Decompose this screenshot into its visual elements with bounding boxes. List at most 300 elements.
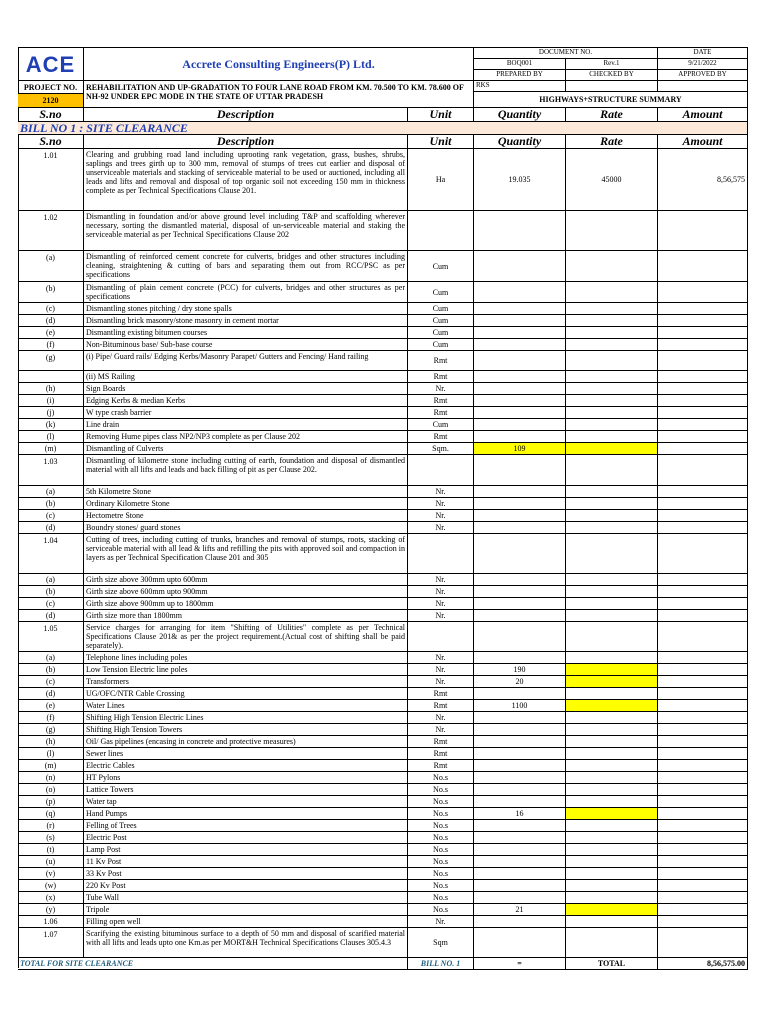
header-unit: Unit	[408, 108, 474, 122]
header-repeat-quantity: Quantity	[474, 135, 566, 149]
row-unit: No.s	[408, 844, 474, 856]
row-rate	[566, 586, 658, 598]
row-rate: 45000	[566, 149, 658, 211]
row-amount	[658, 856, 748, 868]
row-sno: (a)	[18, 574, 84, 586]
header-repeat-sno: S.no	[18, 135, 84, 149]
row-unit: Rmt	[408, 431, 474, 443]
row-rate	[566, 904, 658, 916]
row-rate	[566, 610, 658, 622]
row-unit: No.s	[408, 832, 474, 844]
row-description: Boundry stones/ guard stones	[84, 522, 408, 534]
row-unit: Cum	[408, 282, 474, 303]
row-description: Filling open well	[84, 916, 408, 928]
row-quantity	[474, 868, 566, 880]
row-sno: (c)	[18, 598, 84, 610]
row-description: Hectometre Stone	[84, 510, 408, 522]
row-description: Edging Kerbs & median Kerbs	[84, 395, 408, 407]
row-sno: (c)	[18, 510, 84, 522]
row-rate	[566, 724, 658, 736]
row-unit: Cum	[408, 251, 474, 282]
row-amount	[658, 724, 748, 736]
row-quantity	[474, 339, 566, 351]
row-rate	[566, 892, 658, 904]
row-quantity	[474, 395, 566, 407]
row-unit: No.s	[408, 796, 474, 808]
row-rate	[566, 395, 658, 407]
row-description: Water tap	[84, 796, 408, 808]
project-no-label: PROJECT NO.	[18, 81, 84, 94]
row-rate	[566, 498, 658, 510]
row-amount	[658, 664, 748, 676]
row-unit: Cum	[408, 419, 474, 431]
row-amount	[658, 820, 748, 832]
row-rate	[566, 760, 658, 772]
row-quantity	[474, 498, 566, 510]
row-sno: (d)	[18, 315, 84, 327]
row-quantity	[474, 303, 566, 315]
checked-by-value	[566, 81, 658, 92]
row-sno: (b)	[18, 498, 84, 510]
row-amount	[658, 700, 748, 712]
row-unit	[408, 534, 474, 574]
row-amount	[658, 688, 748, 700]
row-quantity	[474, 431, 566, 443]
row-description: Cutting of trees, including cutting of trunks, branches and removal of stumps, roots, stacking of serviceable material with all lead & lifts and refilling the pits with approved soil and compaction in layers as per Technical Specification Clause 201 and 305	[84, 534, 408, 574]
row-sno: 1.01	[18, 149, 84, 211]
row-sno: (d)	[18, 688, 84, 700]
row-unit: Sqm	[408, 928, 474, 958]
row-amount	[658, 844, 748, 856]
row-unit: Nr.	[408, 510, 474, 522]
row-sno	[18, 371, 84, 383]
row-description: Dismantling of plain cement concrete (PCC) for culverts, bridges and other structures as per specifications	[84, 282, 408, 303]
row-unit: No.s	[408, 784, 474, 796]
row-sno: (k)	[18, 419, 84, 431]
row-rate	[566, 339, 658, 351]
row-amount	[658, 610, 748, 622]
row-rate	[566, 880, 658, 892]
row-rate	[566, 443, 658, 455]
row-description: Transformers	[84, 676, 408, 688]
row-description: Dismantling in foundation and/or above ground level including T&P and scaffolding wherever necessary, sorting the dismantled material, disposal of un-serviceable material and staking the serviceable material as per Technical Specifications Clause 202	[84, 211, 408, 251]
row-sno: 1.02	[18, 211, 84, 251]
row-quantity	[474, 892, 566, 904]
row-description: Oil/ Gas pipelines (encasing in concrete and protective measures)	[84, 736, 408, 748]
row-amount	[658, 498, 748, 510]
total-text: TOTAL	[566, 958, 658, 970]
row-amount	[658, 748, 748, 760]
row-description: Dismantling of Culverts	[84, 443, 408, 455]
row-amount	[658, 395, 748, 407]
row-rate	[566, 676, 658, 688]
row-description: (ii) MS Railing	[84, 371, 408, 383]
row-rate	[566, 796, 658, 808]
row-description: Dismantling existing bitumen courses	[84, 327, 408, 339]
row-quantity	[474, 598, 566, 610]
row-unit: Rmt	[408, 736, 474, 748]
row-quantity	[474, 748, 566, 760]
row-quantity	[474, 522, 566, 534]
revision: Rev.1	[566, 59, 658, 70]
row-unit: Nr.	[408, 724, 474, 736]
row-quantity	[474, 844, 566, 856]
row-sno: (b)	[18, 664, 84, 676]
summary-title: HIGHWAYS+STRUCTURE SUMMARY	[474, 92, 748, 108]
row-description: HT Pylons	[84, 772, 408, 784]
row-sno: (e)	[18, 700, 84, 712]
row-quantity: 21	[474, 904, 566, 916]
row-sno: (a)	[18, 486, 84, 498]
row-unit: Nr.	[408, 712, 474, 724]
row-unit: Rmt	[408, 351, 474, 371]
row-description: Clearing and grubbing road land including uprooting rank vegetation, grass, bushes, shrubs, saplings and trees girth up to 300 mm, removal of stumps of trees cut earlier and disposal of unserviceable materials and stacking of serviceable material to be used or auctioned, including all leads and lifts and removal and disposal of top organic soil not exceeding 150 mm in thickness complete as per Technical Specifications Clause 201.	[84, 149, 408, 211]
row-sno: (v)	[18, 868, 84, 880]
row-rate	[566, 868, 658, 880]
total-label: TOTAL FOR SITE CLEARANCE	[18, 958, 408, 970]
row-rate	[566, 712, 658, 724]
row-unit: Rmt	[408, 700, 474, 712]
row-rate	[566, 574, 658, 586]
row-sno: (f)	[18, 339, 84, 351]
header-rate: Rate	[566, 108, 658, 122]
row-unit: Nr.	[408, 522, 474, 534]
row-rate	[566, 419, 658, 431]
row-rate	[566, 832, 658, 844]
row-description: Dismantling of kilometre stone including cutting of earth, foundation and disposal of dismantled material with all lifts and leads and back filling of pit as per Clause 202.	[84, 455, 408, 486]
row-quantity	[474, 736, 566, 748]
row-rate	[566, 808, 658, 820]
row-quantity	[474, 419, 566, 431]
row-rate	[566, 688, 658, 700]
row-rate	[566, 486, 658, 498]
row-amount	[658, 419, 748, 431]
company-name: Accrete Consulting Engineers(P) Ltd.	[84, 48, 474, 81]
row-unit: Rmt	[408, 688, 474, 700]
date-value: 9/21/2022	[658, 59, 748, 70]
row-quantity	[474, 916, 566, 928]
project-title: REHABILITATION AND UP-GRADATION TO FOUR LANE ROAD FROM KM. 70.500 TO KM. 78.600 OF NH-92 UNDER EPC MODE IN THE STATE OF UTTAR PRADESH	[84, 81, 474, 108]
row-sno: (i)	[18, 395, 84, 407]
row-quantity: 109	[474, 443, 566, 455]
row-description: Low Tension Electric line poles	[84, 664, 408, 676]
row-unit: No.s	[408, 880, 474, 892]
row-sno: (h)	[18, 383, 84, 395]
row-rate	[566, 784, 658, 796]
row-quantity: 1100	[474, 700, 566, 712]
row-sno: (y)	[18, 904, 84, 916]
row-amount	[658, 892, 748, 904]
row-amount	[658, 455, 748, 486]
row-unit: Cum	[408, 339, 474, 351]
ace-logo: ACE	[25, 51, 76, 77]
row-rate	[566, 351, 658, 371]
row-amount	[658, 832, 748, 844]
row-unit: Ha	[408, 149, 474, 211]
row-amount	[658, 916, 748, 928]
row-unit: No.s	[408, 820, 474, 832]
row-unit: Cum	[408, 315, 474, 327]
row-description: Shifting High Tension Towers	[84, 724, 408, 736]
row-sno: (r)	[18, 820, 84, 832]
row-rate	[566, 856, 658, 868]
total-bill: BILL NO. 1	[408, 958, 474, 970]
row-description: Felling of Trees	[84, 820, 408, 832]
row-quantity	[474, 586, 566, 598]
date-label: DATE	[658, 48, 748, 59]
row-quantity	[474, 622, 566, 652]
row-description: Ordinary Kilometre Stone	[84, 498, 408, 510]
row-unit: Nr.	[408, 383, 474, 395]
row-amount	[658, 407, 748, 419]
row-unit	[408, 455, 474, 486]
row-description: Girth size above 900mm up to 1800mm	[84, 598, 408, 610]
row-amount	[658, 598, 748, 610]
row-description: Line drain	[84, 419, 408, 431]
row-sno: (d)	[18, 610, 84, 622]
row-amount	[658, 574, 748, 586]
row-amount	[658, 303, 748, 315]
row-quantity	[474, 688, 566, 700]
row-unit: Rmt	[408, 407, 474, 419]
row-sno: (s)	[18, 832, 84, 844]
row-quantity	[474, 880, 566, 892]
row-description: Electric Cables	[84, 760, 408, 772]
row-description: 5th Kilometre Stone	[84, 486, 408, 498]
row-sno: (d)	[18, 522, 84, 534]
row-rate	[566, 211, 658, 251]
row-description: 11 Kv Post	[84, 856, 408, 868]
row-rate	[566, 251, 658, 282]
row-rate	[566, 431, 658, 443]
checked-by-label: CHECKED BY	[566, 70, 658, 81]
row-description: Girth size more than 1800mm	[84, 610, 408, 622]
row-unit: Nr.	[408, 610, 474, 622]
row-quantity	[474, 712, 566, 724]
row-rate	[566, 327, 658, 339]
header-sno: S.no	[18, 108, 84, 122]
row-quantity: 190	[474, 664, 566, 676]
row-sno: (p)	[18, 796, 84, 808]
row-quantity	[474, 327, 566, 339]
row-amount	[658, 315, 748, 327]
row-description: Sewer lines	[84, 748, 408, 760]
row-description: Lattice Towers	[84, 784, 408, 796]
row-sno: 1.05	[18, 622, 84, 652]
row-sno: (t)	[18, 844, 84, 856]
row-quantity	[474, 455, 566, 486]
row-amount	[658, 251, 748, 282]
row-amount	[658, 652, 748, 664]
row-amount	[658, 211, 748, 251]
row-sno: 1.03	[18, 455, 84, 486]
row-quantity	[474, 856, 566, 868]
row-rate	[566, 455, 658, 486]
row-amount	[658, 904, 748, 916]
row-amount	[658, 772, 748, 784]
row-sno: (a)	[18, 251, 84, 282]
row-sno: (g)	[18, 351, 84, 371]
row-rate	[566, 700, 658, 712]
row-quantity: 19.035	[474, 149, 566, 211]
row-sno: 1.04	[18, 534, 84, 574]
header-quantity: Quantity	[474, 108, 566, 122]
row-amount	[658, 534, 748, 574]
header-repeat-description: Description	[84, 135, 408, 149]
row-amount	[658, 808, 748, 820]
row-description: Girth size above 300mm upto 600mm	[84, 574, 408, 586]
row-rate	[566, 748, 658, 760]
header-repeat-unit: Unit	[408, 135, 474, 149]
row-rate	[566, 772, 658, 784]
row-amount	[658, 510, 748, 522]
row-sno: (c)	[18, 676, 84, 688]
row-description: Water Lines	[84, 700, 408, 712]
row-quantity	[474, 574, 566, 586]
row-rate	[566, 282, 658, 303]
row-quantity	[474, 832, 566, 844]
row-quantity	[474, 211, 566, 251]
row-sno: 1.07	[18, 928, 84, 958]
header-amount: Amount	[658, 108, 748, 122]
row-sno: (n)	[18, 772, 84, 784]
row-amount	[658, 522, 748, 534]
row-rate	[566, 407, 658, 419]
row-quantity	[474, 652, 566, 664]
bill-title: BILL NO 1 : SITE CLEARANCE	[18, 122, 748, 135]
row-description: Electric Post	[84, 832, 408, 844]
row-amount	[658, 760, 748, 772]
row-amount	[658, 796, 748, 808]
row-amount	[658, 371, 748, 383]
row-sno: (x)	[18, 892, 84, 904]
row-description: 33 Kv Post	[84, 868, 408, 880]
row-description: Hand Pumps	[84, 808, 408, 820]
total-equals: =	[474, 958, 566, 970]
row-rate	[566, 534, 658, 574]
row-rate	[566, 510, 658, 522]
row-description: Telephone lines including poles	[84, 652, 408, 664]
row-quantity: 20	[474, 676, 566, 688]
row-unit: Nr.	[408, 652, 474, 664]
company-logo	[18, 48, 84, 81]
row-quantity	[474, 407, 566, 419]
row-sno: (q)	[18, 808, 84, 820]
row-unit: Rmt	[408, 748, 474, 760]
row-sno: (u)	[18, 856, 84, 868]
row-unit: Nr.	[408, 498, 474, 510]
row-amount	[658, 327, 748, 339]
row-sno: (w)	[18, 880, 84, 892]
row-amount	[658, 712, 748, 724]
row-unit: No.s	[408, 868, 474, 880]
prepared-by-label: PREPARED BY	[474, 70, 566, 81]
row-sno: (h)	[18, 736, 84, 748]
row-quantity	[474, 282, 566, 303]
row-amount	[658, 784, 748, 796]
approved-by-label: APPROVED BY	[658, 70, 748, 81]
header-repeat-rate: Rate	[566, 135, 658, 149]
row-unit: Cum	[408, 327, 474, 339]
row-sno: 1.06	[18, 916, 84, 928]
row-unit: Rmt	[408, 371, 474, 383]
document-no-label: DOCUMENT NO.	[474, 48, 658, 59]
row-amount	[658, 282, 748, 303]
row-sno: (a)	[18, 652, 84, 664]
row-description: Lamp Post	[84, 844, 408, 856]
document-no: BOQ001	[474, 59, 566, 70]
row-unit: Nr.	[408, 486, 474, 498]
row-quantity: 16	[474, 808, 566, 820]
row-sno: (l)	[18, 431, 84, 443]
row-quantity	[474, 383, 566, 395]
row-description: Sign Boards	[84, 383, 408, 395]
row-sno: (f)	[18, 712, 84, 724]
row-unit: Nr.	[408, 664, 474, 676]
row-unit: No.s	[408, 772, 474, 784]
row-rate	[566, 844, 658, 856]
header-description: Description	[84, 108, 408, 122]
row-description: Removing Hume pipes class NP2/NP3 complete as per Clause 202	[84, 431, 408, 443]
row-quantity	[474, 796, 566, 808]
row-description: Dismantling stones pitching / dry stone spalls	[84, 303, 408, 315]
row-description: Service charges for arranging for item "Shifting of Utilities" complete as per Technical Specifications Clause 201& as per the project requirement.(Actual cost of shifting shall be paid separately).	[84, 622, 408, 652]
row-sno: (j)	[18, 407, 84, 419]
row-quantity	[474, 351, 566, 371]
row-amount	[658, 586, 748, 598]
row-amount	[658, 443, 748, 455]
row-description: UG/OFC/NTR Cable Crossing	[84, 688, 408, 700]
row-unit: Sqm.	[408, 443, 474, 455]
row-rate	[566, 820, 658, 832]
row-amount	[658, 736, 748, 748]
row-unit: No.s	[408, 904, 474, 916]
row-unit: No.s	[408, 856, 474, 868]
row-unit: Cum	[408, 303, 474, 315]
row-quantity	[474, 820, 566, 832]
row-sno: (b)	[18, 282, 84, 303]
row-sno: (b)	[18, 586, 84, 598]
row-description: (i) Pipe/ Guard rails/ Edging Kerbs/Masonry Parapet/ Gutters and Fencing/ Hand railing	[84, 351, 408, 371]
approved-by-value	[658, 81, 748, 92]
row-amount	[658, 676, 748, 688]
row-quantity	[474, 251, 566, 282]
row-rate	[566, 315, 658, 327]
row-unit: Nr.	[408, 598, 474, 610]
row-unit	[408, 622, 474, 652]
row-sno: (m)	[18, 760, 84, 772]
row-description: Tripole	[84, 904, 408, 916]
row-description: Non-Bituminous base/ Sub-base course	[84, 339, 408, 351]
row-rate	[566, 928, 658, 958]
row-unit: Nr.	[408, 586, 474, 598]
row-sno: (e)	[18, 327, 84, 339]
row-amount: 8,56,575	[658, 149, 748, 211]
row-sno: (m)	[18, 443, 84, 455]
row-rate	[566, 652, 658, 664]
row-amount	[658, 351, 748, 371]
row-quantity	[474, 315, 566, 327]
row-sno: (g)	[18, 724, 84, 736]
row-quantity	[474, 784, 566, 796]
row-unit: No.s	[408, 892, 474, 904]
row-amount	[658, 868, 748, 880]
row-rate	[566, 522, 658, 534]
row-rate	[566, 736, 658, 748]
project-number: 2120	[18, 94, 84, 108]
row-unit: Nr.	[408, 676, 474, 688]
row-rate	[566, 371, 658, 383]
